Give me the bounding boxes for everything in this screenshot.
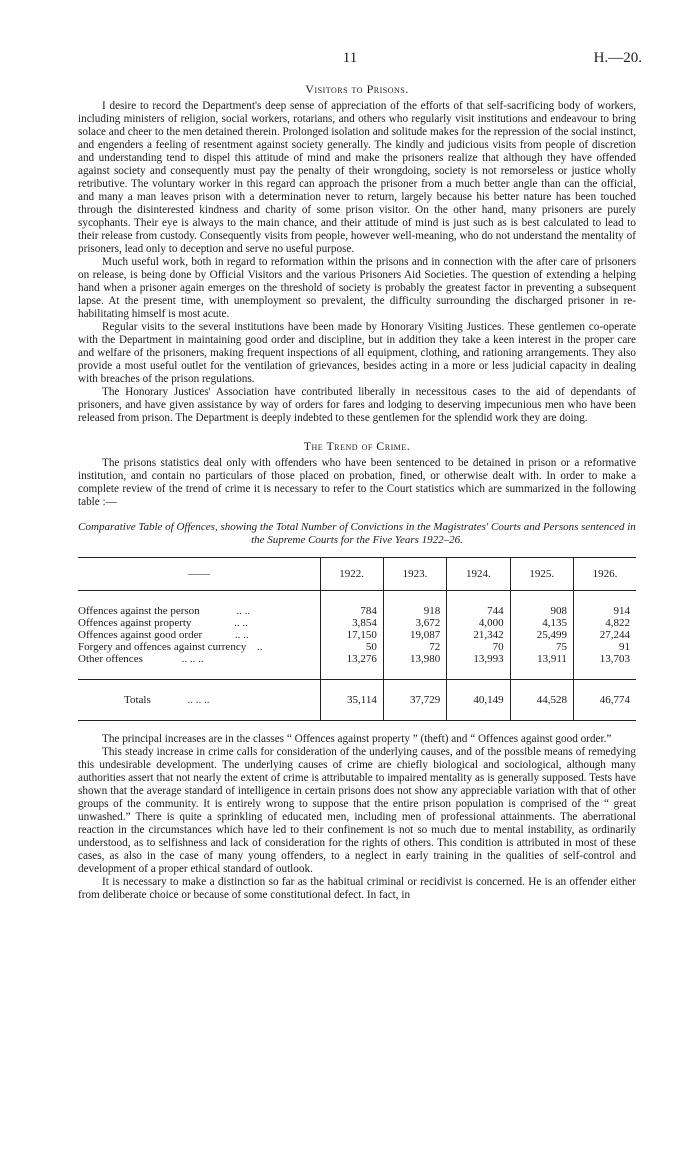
table-cell: 784 — [320, 605, 383, 617]
table-cell: 3,854 — [320, 617, 383, 629]
table-cell: 19,087 — [383, 629, 446, 641]
table-cell: 21,342 — [447, 629, 510, 641]
table-cell: 70 — [447, 641, 510, 653]
totals-cell: 46,774 — [573, 680, 636, 721]
offences-table — [78, 557, 636, 721]
paragraph: Much useful work, both in regard to reformation within the prisons and in connection with the after care of prisoners on release, is being done by Official Visitors and the various Prisoners Aid Societies. The question of extending a helping hand when a prisoner again emerges on the threshold of society is probably the greatest factor in preventing a subsequent lapse. At the present time, with unemployment so prevalent, the difficulty surrounding the discharged prisoner in re-habilitating himself is most acute. — [78, 256, 636, 320]
row-label: Other offences .. .. .. — [78, 653, 204, 665]
table-cell: 72 — [383, 641, 446, 653]
table-cell: 50 — [320, 641, 383, 653]
table-cell: 25,499 — [510, 629, 573, 641]
page-content — [78, 82, 636, 902]
totals-cell: 40,149 — [447, 680, 510, 721]
paragraph: The Honorary Justices' Association have contributed liberally in necessitous cases to the aid of dependants of prisoners, and have given assistance by way of orders for fares and lodging to deserving impecunious men who have been released from prison. The Department is deeply indebted to these gentlemen for the splendid work they are doing. — [78, 386, 636, 424]
table-cell: 908 — [510, 605, 573, 617]
page-number: 11 — [342, 50, 358, 66]
totals-cell: 37,729 — [383, 680, 446, 721]
table-cell: 17,150 — [320, 629, 383, 641]
row-label: Offences against good order .. .. — [78, 629, 249, 641]
table-cell: 4,822 — [573, 617, 636, 629]
table-caption: Comparative Table of Offences, showing the Total Number of Convictions in the Magistrates' Courts and Persons sentenced in the Supreme Courts for the Five Years 1922–26. — [78, 521, 636, 546]
row-label: Offences against the person .. .. — [78, 605, 251, 617]
totals-label: Totals .. .. .. — [78, 680, 320, 721]
table-cell: 914 — [573, 605, 636, 617]
table-cell: 4,000 — [447, 617, 510, 629]
table-row — [78, 617, 636, 629]
section-heading-visitors: Visitors to Prisons. — [305, 82, 409, 96]
table-cell: 13,993 — [447, 653, 510, 665]
table-cell: 4,135 — [510, 617, 573, 629]
table-row — [78, 641, 636, 653]
paragraph: The prisons statistics deal only with offenders who have been sentenced to be detained in prison or a reformative institution, and contain no particulars of those placed on probation, fined, or otherwise dealt with. In order to make a complete review of the trend of crime it is necessary to refer to the Court statistics which are summarized in the following table :— — [78, 457, 636, 508]
table-row — [78, 653, 636, 665]
column-header: 1923. — [383, 558, 446, 591]
row-label: Forgery and offences against currency .. — [78, 641, 263, 653]
table-cell: 13,911 — [510, 653, 573, 665]
table-row — [78, 629, 636, 641]
totals-cell: 44,528 — [510, 680, 573, 721]
table-row — [78, 605, 636, 617]
table-cell: 918 — [383, 605, 446, 617]
totals-row — [78, 680, 636, 721]
paragraph: The principal increases are in the classes “ Offences against property ” (theft) and “ Offences against good order.” — [102, 733, 612, 745]
column-header: 1925. — [510, 558, 573, 591]
paragraph: Regular visits to the several institutions have been made by Honorary Visiting Justices. These gentlemen co-operate with the Department in maintaining good order and discipline, but in addition they take a keen interest in the proper care and welfare of the prisoners, making frequent inspections of all equipment, clothing, and rationing arrangements. They also provide a most useful outlet for the ventilation of grievances, besides acting in a more or less judicial capacity in dealing with breaches of the prison regulations. — [78, 321, 636, 385]
totals-cell: 35,114 — [320, 680, 383, 721]
table-cell: 27,244 — [573, 629, 636, 641]
column-header: 1924. — [447, 558, 510, 591]
paragraph: This steady increase in crime calls for consideration of the underlying causes, and of the possible means of remedying this undesirable development. The underlying causes of crime are chiefly biological and sociological, although many authorities assert that not nearly the extent of crime is attributable to impaired mentality as is generally supposed. Tests have shown that the average standard of intelligence in certain prisons does not show any appreciable variation with that of other groups of the community. It is entirely wrong to suppose that the entire prison population is comprised of the “ great unwashed.” There is quite a sprinkling of educated men, including men of professional attainments. The aberrational reaction in the circumstances which have led to their confinement is not so much due to mental instability, as ordinarily understood, as to selfishness and lack of consideration for the rights of others. This condition is attributed in most of these cases, as also in the case of many young offenders, to a neglect in early training in the qualities of self-control and development of a proper ethical standard of outlook. — [78, 746, 636, 875]
document-reference: H.—20. — [593, 50, 642, 66]
table-cell: 744 — [447, 605, 510, 617]
section-heading-trend-of-crime: The Trend of Crime. — [303, 439, 411, 453]
table-header-row — [78, 558, 636, 591]
table-cell: 13,980 — [383, 653, 446, 665]
paragraph: It is necessary to make a distinction so far as the habitual criminal or recidivist is concerned. He is an offender either from deliberate choice or because of some constitutional defect. In fact, in — [78, 876, 636, 901]
row-label: Offences against property .. .. — [78, 617, 248, 629]
column-header: 1926. — [573, 558, 636, 591]
table-cell: 3,672 — [383, 617, 446, 629]
table-corner: —— — [78, 558, 320, 591]
column-header: 1922. — [320, 558, 383, 591]
table-cell: 13,703 — [573, 653, 636, 665]
table-cell: 75 — [510, 641, 573, 653]
table-cell: 91 — [573, 641, 636, 653]
table-cell: 13,276 — [320, 653, 383, 665]
paragraph: I desire to record the Department's deep sense of appreciation of the efforts of that self-sacrificing body of workers, including ministers of religion, social workers, rotarians, and others who regularly visit institutions and endeavour to bring solace and cheer to the men detained therein. Prolonged isolation and solitude makes for the repression of the social instinct, and engenders a feeling of resentment against society generally. The kindly and judicious visits from people of discretion and understanding tend to dispel this attitude of mind and make the prisoners realize that although they have offended against society and consequently must pay the penalty of their wrongdoing, society is not remorseless or justice wholly retributive. The voluntary worker in this regard can approach the prisoner from a much better angle than can the official, and many a man leaves prison with a determination never to return, largely because his better nature has been touched through the disinterested kindness and charity of some prison visitor. On the other hand, many prisoners are purely sycophants. Their eye is always to the main chance, and their attitude of mind is just such as is best calculated to lead to their release from custody. Consequently visits from people, however well-meaning, who do not understand the mentality of prisoners, lead only to deception and serve no useful purpose. — [78, 100, 636, 255]
